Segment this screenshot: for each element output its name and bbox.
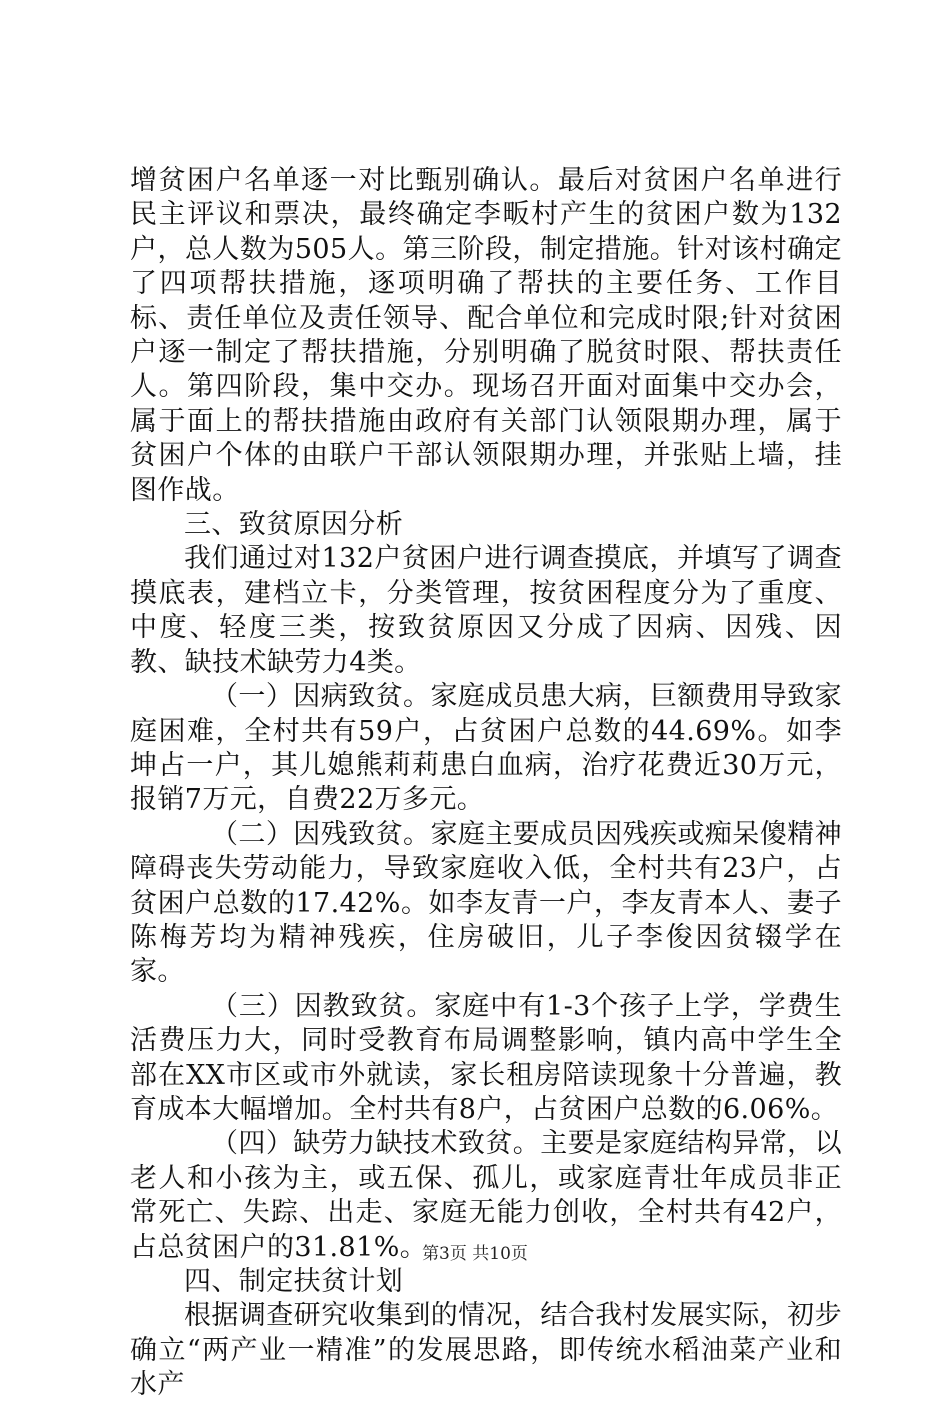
paragraph-disability: （二）因残致贫。家庭主要成员因残疾或痴呆傻精神障碍丧失劳动能力，导致家庭收入低，全村共有23户，占贫困户总数的17.42%。如李友青一户，李友青本人、妻子陈梅芳均为精神残疾，住房破旧，儿子李俊因贫辍学在家。 [130,818,842,988]
section-heading-4: 四、制定扶贫计划 [184,1266,404,1297]
paragraph-plan: 根据调查研究收集到的情况，结合我村发展实际，初步确立“两产业一精准”的发展思路，即传统水稻油菜产业和水产 [130,1300,842,1401]
paragraph-labor: （四）缺劳力缺技术致贫。主要是家庭结构异常，以老人和小孩为主，或五保、孤儿，或家庭青壮年成员非正常死亡、失踪、出走、家庭无能力创收，全村共有42户，占总贫困户的31.81%。 [130,1128,842,1263]
paragraph-survey: 我们通过对132户贫困户进行调查摸底，并填写了调查摸底表，建档立卡，分类管理，按贫困程度分为了重度、中度、轻度三类，按致贫原因又分成了因病、因残、因教、缺技术缺劳力4类。 [130,543,842,678]
section-heading-3: 三、致贫原因分析 [184,509,404,541]
paragraph-continued: 增贫困户名单逐一对比甄别确认。最后对贫困户名单进行民主评议和票决，最终确定李畈村产生的贫困户数为132户，总人数为505人。第三阶段，制定措施。针对该村确定了四项帮扶措施，逐项明确了帮扶的主要任务、工作目标、责任单位及责任领导、配合单位和完成时限;针对贫困户逐一制定了帮扶措施，分别明确了脱贫时限、帮扶责任人。第四阶段，集中交办。现场召开面对面集中交办会，属于面上的帮扶措施由政府有关部门认领限期办理，属于贫困户个体的由联户干部认领限期办理，并张贴上墙，挂图作战。 [130,165,842,506]
page-footer: 第3页 共10页 [422,1244,528,1264]
document-body [130,164,842,1403]
paragraph-education: （三）因教致贫。家庭中有1-3个孩子上学，学费生活费压力大，同时受教育布局调整影响，镇内高中学生全部在XX市区或市外就读，家长租房陪读现象十分普遍，教育成本大幅增加。全村共有8户，占贫困户总数的6.06%。 [130,990,842,1125]
paragraph-illness: （一）因病致贫。家庭成员患大病，巨额费用导致家庭困难，全村共有59户，占贫困户总数的44.69%。如李坤占一户，其儿媳熊莉莉患白血病，治疗花费近30万元，报销7万元，自费22万多元。 [130,681,842,816]
